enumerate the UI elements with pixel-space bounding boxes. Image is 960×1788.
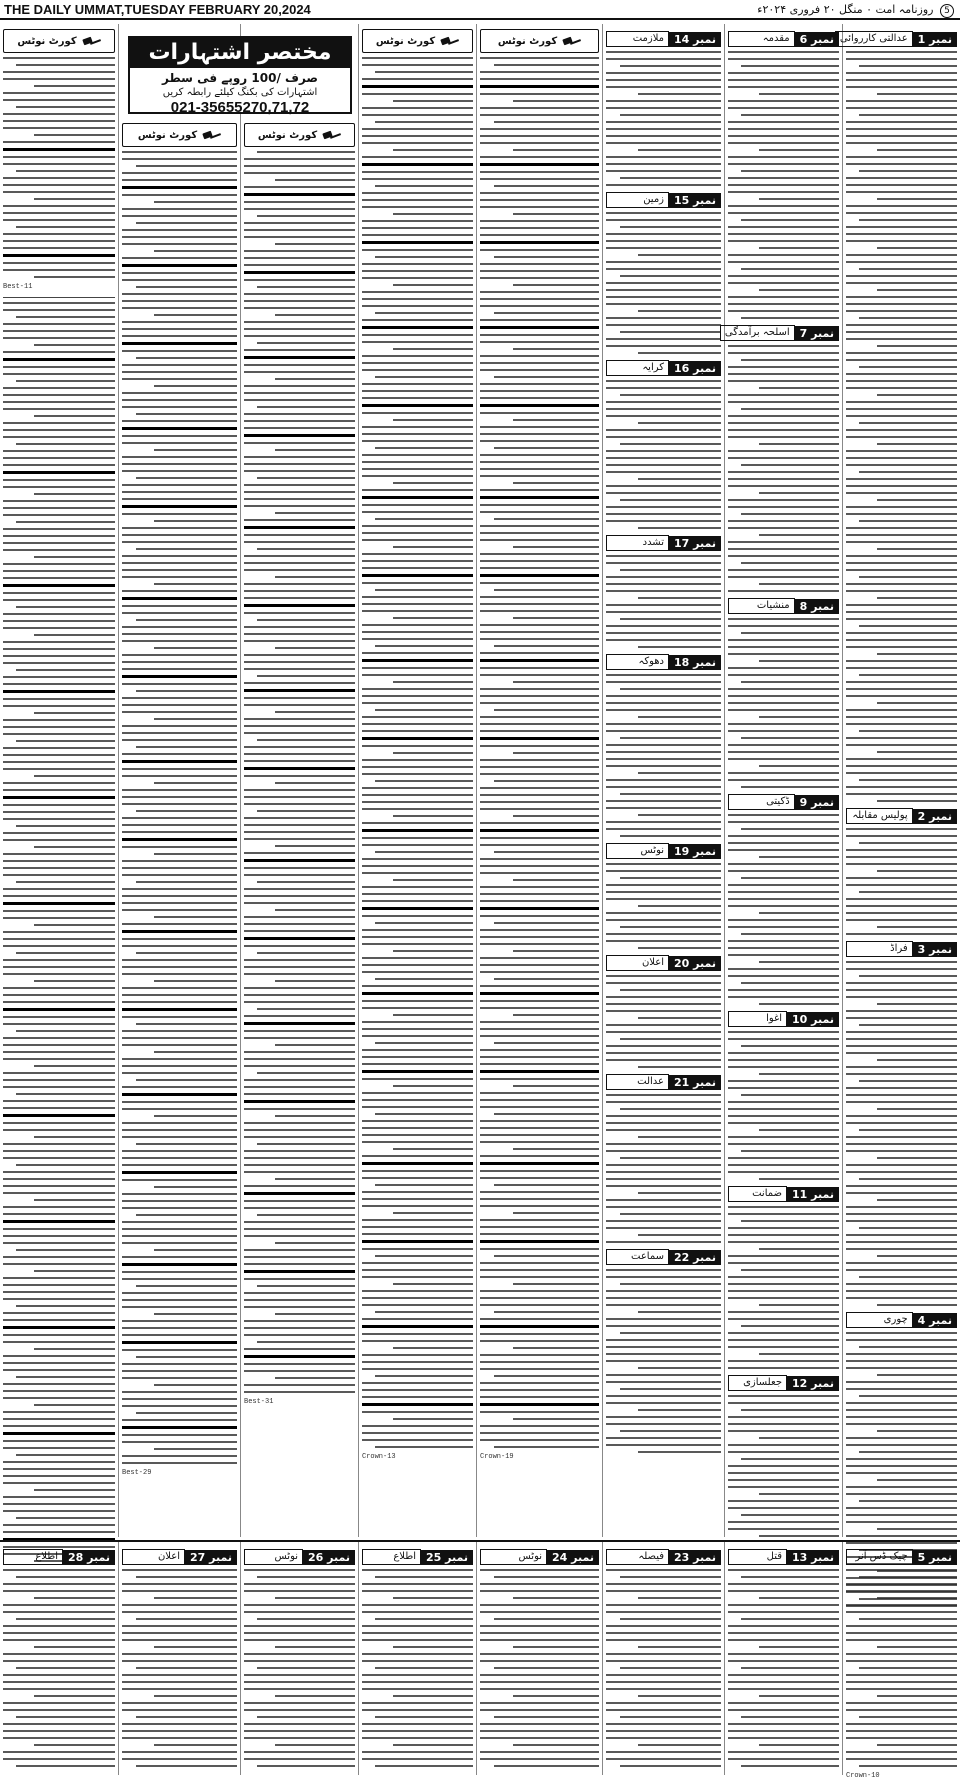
ad-title: مختصر اشتہارات [130, 38, 350, 68]
notice-header: نمبر 1 عدالتی کارروائی [846, 30, 957, 48]
signature-code: Best-11 [3, 283, 33, 291]
column-1 [0, 24, 118, 1537]
notice-header: نمبر 21 عدالت [606, 1073, 721, 1091]
page-number-badge: 5 [940, 4, 954, 18]
signature-code: Crown-19 [480, 1453, 514, 1461]
notice-text [480, 57, 599, 1448]
column-8 [839, 24, 960, 1537]
ad-rate: صرف /100 روپے فی سطر [161, 71, 318, 85]
column-5 [476, 24, 602, 1537]
bottom-column-8 [842, 1542, 960, 1780]
bottom-column-2 [118, 1542, 240, 1775]
notice-header: نمبر 13 قتل [728, 1548, 839, 1566]
bottom-column-4 [358, 1542, 476, 1775]
notice-header: نمبر 10 اغوا [728, 1010, 839, 1028]
gavel-icon [323, 130, 341, 140]
court-notice-tag: کورٹ نوٹس [244, 123, 355, 147]
notice-header: نمبر 9 ڈکیتی [728, 793, 839, 811]
urdu-dateline [757, 3, 954, 18]
notice-header: نمبر 25 اطلاع [362, 1548, 473, 1566]
column-2 [118, 24, 240, 1537]
notice-header: نمبر 4 چوری [846, 1311, 957, 1329]
notice-header: نمبر 12 جعلسازی [728, 1374, 839, 1392]
court-notice-tag: کورٹ نوٹس [480, 29, 599, 53]
notice-header: نمبر 27 اعلان [122, 1548, 237, 1566]
notice-header: نمبر 3 فراڈ [846, 940, 957, 958]
gavel-icon [441, 36, 459, 46]
bottom-column-6 [602, 1542, 724, 1775]
notice-text [244, 151, 355, 1393]
classified-ad-box [128, 36, 352, 114]
column-4 [358, 24, 476, 1537]
signature-code: Crown-10 [846, 1772, 880, 1780]
notice-header: نمبر 7 اسلحہ برآمدگی [728, 324, 839, 342]
notice-header: نمبر 26 نوٹس [244, 1548, 355, 1566]
bottom-column-5 [476, 1542, 602, 1775]
bottom-column-1 [0, 1542, 118, 1775]
court-notice-tag: کورٹ نوٹس [3, 29, 115, 53]
notice-text [122, 151, 237, 1464]
notice-header: نمبر 17 تشدد [606, 534, 721, 552]
english-dateline: THE DAILY UMMAT,TUESDAY FEBRUARY 20,2024 [4, 2, 311, 17]
gavel-icon [203, 130, 221, 140]
notice-header: نمبر 22 سماعت [606, 1248, 721, 1266]
ad-phone-number: 021-35655270,71,72 [170, 99, 310, 116]
urdu-dateline-text: روزنامہ امت ۰ منگل ۲۰ فروری ۲۰۲۴ء [757, 3, 934, 16]
notice-header: نمبر 28 اطلاع [3, 1548, 115, 1566]
signature-code: Best-31 [244, 1398, 274, 1406]
notice-header: نمبر 23 فیصلہ [606, 1548, 721, 1566]
signature-code: Best-29 [122, 1469, 152, 1477]
notice-header: نمبر 15 زمین [606, 191, 721, 209]
column-7 [724, 24, 842, 1537]
notice-text [3, 57, 115, 278]
notice-header: نمبر 11 ضمانت [728, 1185, 839, 1203]
gavel-icon [83, 36, 101, 46]
notice-header: نمبر 5 چیک ڈس آنر [846, 1548, 957, 1566]
notice-header: نمبر 19 نوٹس [606, 842, 721, 860]
bottom-column-3 [240, 1542, 358, 1775]
court-notice-tag: کورٹ نوٹس [362, 29, 473, 53]
notice-header: نمبر 16 کرایہ [606, 359, 721, 377]
notice-text [3, 302, 115, 1562]
notice-header: نمبر 8 منشیات [728, 597, 839, 615]
bottom-column-7 [724, 1542, 842, 1775]
column-3 [240, 24, 358, 1537]
bottom-strip [0, 1540, 960, 1780]
court-notice-tag: کورٹ نوٹس [122, 123, 237, 147]
notice-header: نمبر 14 ملازمت [606, 30, 721, 48]
notice-header: نمبر 2 پولیس مقابلہ [846, 807, 957, 825]
notice-header: نمبر 24 نوٹس [480, 1548, 599, 1566]
gavel-icon [563, 36, 581, 46]
column-6 [602, 24, 724, 1537]
ad-booking-text: اشتہارات کی بکنگ کیلئے رابطہ کریں [162, 87, 318, 98]
notice-header: نمبر 20 اعلان [606, 954, 721, 972]
notice-header: نمبر 6 مقدمہ [728, 30, 839, 48]
signature-code: Crown-13 [362, 1453, 396, 1461]
notice-text [362, 57, 473, 1448]
notice-header: نمبر 18 دھوکہ [606, 653, 721, 671]
masthead [0, 0, 960, 20]
